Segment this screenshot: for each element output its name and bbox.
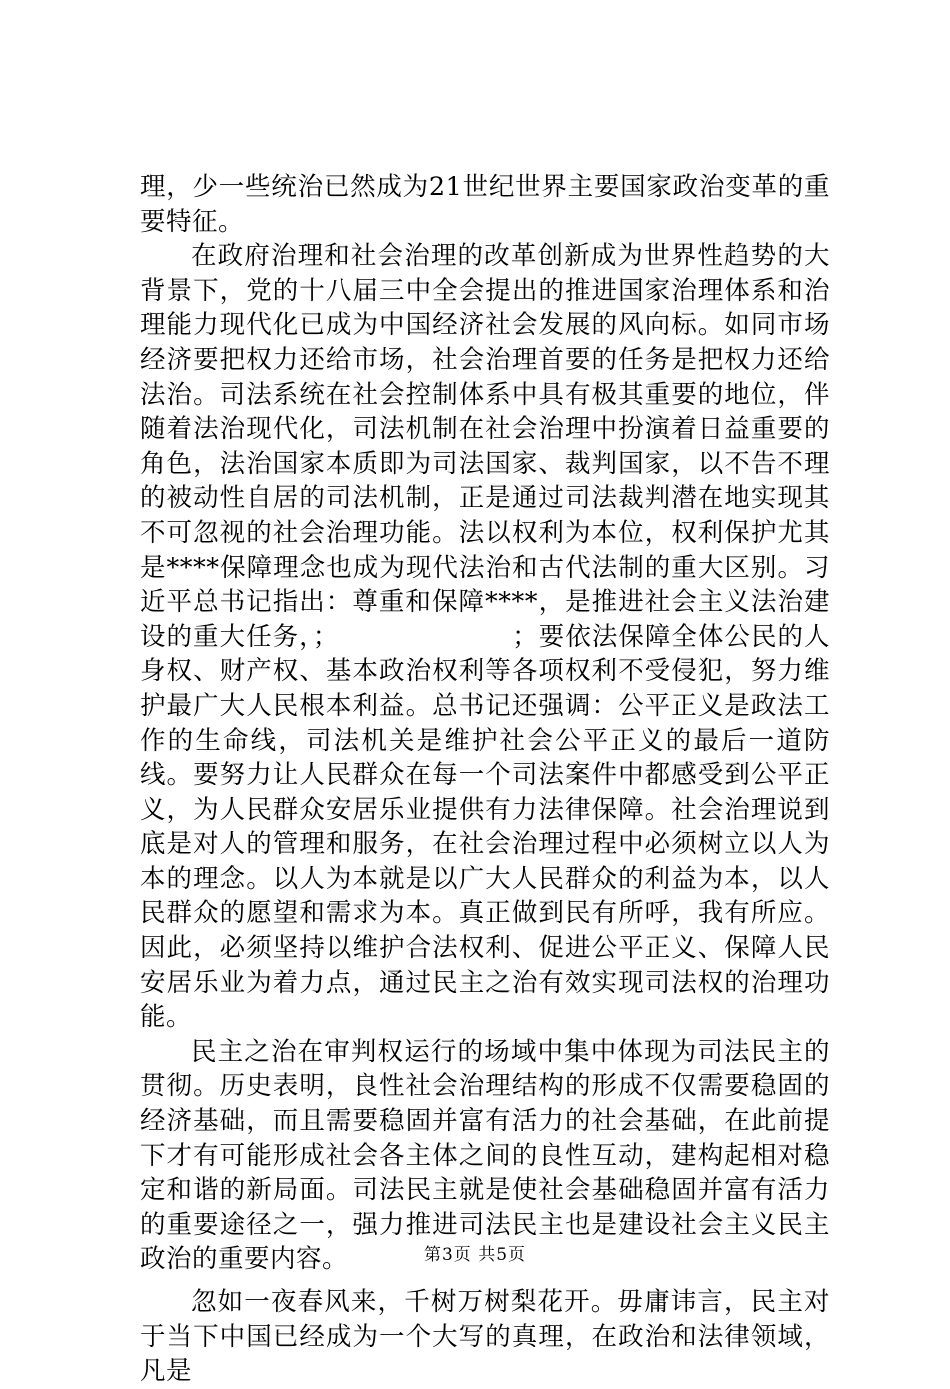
- document-body: [140, 170, 830, 1389]
- paragraph-3: 民主之治在审判权运行的场域中集中体现为司法民主的贯彻。历史表明，良性社会治理结构的形成不仅需要稳固的经济基础，而且需要稳固并富有活力的社会基础，在此前提下才有可能形成社会各主体之间的良性互动，建构起相对稳定和谐的新局面。司法民主就是使社会基础稳固并富有活力的重要途径之一，强力推进司法民主也是建设社会主义民主政治的重要内容。: [140, 1036, 830, 1275]
- paragraph-1: 理，少一些统治已然成为21世纪世界主要国家政治变革的重要特征。: [140, 172, 830, 237]
- paragraph-2: 在政府治理和社会治理的改革创新成为世界性趋势的大背景下，党的十八届三中全会提出的推进国家治理体系和治理能力现代化已成为中国经济社会发展的风向标。如同市场经济要把权力还给市场，社会治理首要的任务是把权力还给法治。司法系统在社会控制体系中具有极其重要的地位，伴随着法治现代化，司法机制在社会治理中扮演着日益重要的角色，法治国家本质即为司法国家、裁判国家，以不告不理的被动性自居的司法机制，正是通过司法裁判潜在地实现其不可忽视的社会治理功能。法以权利为本位，权利保护尤其是****保障理念也成为现代法治和古代法制的重大区别。习近平总书记指出：尊重和保障****，是推进社会主义法治建设的重大任务，； ；要依法保障全体公民的人身权、财产权、基本政治权利等各项权利不受侵犯，努力维护最广大人民根本利益。总书记还强调：公平正义是政法工作的生命线，司法机关是维护社会公平正义的最后一道防线。要努力让人民群众在每一个司法案件中都感受到公平正义，为人民群众安居乐业提供有力法律保障。社会治理说到底是对人的管理和服务，在社会治理过程中必须树立以人为本的理念。以人为本就是以广大人民群众的利益为本，以人民群众的愿望和需求为本。真正做到民有所呼，我有所应。因此，必须坚持以维护合法权利、促进公平正义、保障人民安居乐业为着力点，通过民主之治有效实现司法权的治理功能。: [140, 241, 830, 1033]
- page-footer: 第3页 共5页: [423, 1245, 527, 1265]
- paragraph-4: 忽如一夜春风来，千树万树梨花开。毋庸讳言，民主对于当下中国已经成为一个大写的真理，在政治和法律领域，凡是: [140, 1287, 830, 1387]
